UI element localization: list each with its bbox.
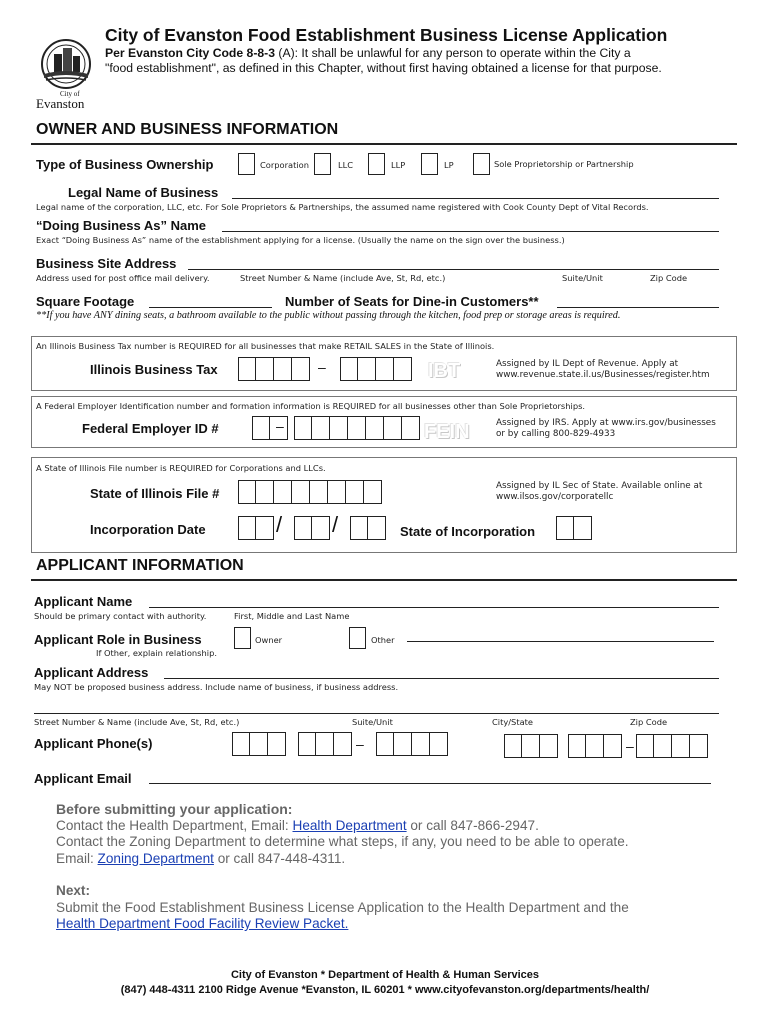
ibt-part1-cells[interactable] <box>238 357 310 381</box>
addr-street-caption: Street Number & Name (include Ave, St, Rd, etc.) <box>34 717 240 727</box>
owner-section-rule <box>31 143 737 145</box>
seats-field[interactable] <box>557 307 719 308</box>
role-other-field[interactable] <box>407 641 714 642</box>
state-info-1: Assigned by IL Sec of State. Available online at <box>496 481 703 491</box>
ibt-watermark: IBT <box>428 360 461 382</box>
applicant-email-label: Applicant Email <box>34 771 132 786</box>
applicant-section-rule <box>31 579 737 581</box>
role-other-label: Other <box>371 635 395 645</box>
legal-name-label: Legal Name of Business <box>68 185 219 200</box>
page-title: City of Evanston Food Establishment Business License Application <box>105 25 668 45</box>
inc-state-label: State of Incorporation <box>400 524 536 539</box>
ownership-corporation-label: Corporation <box>260 160 310 170</box>
health-department-link[interactable]: Health Department <box>292 817 407 833</box>
ibt-dash: – <box>318 359 326 375</box>
sqft-label: Square Footage <box>36 294 135 309</box>
logo-city-of: City of <box>60 90 80 98</box>
applicant-email-field[interactable] <box>149 783 711 784</box>
addr-city-caption: City/State <box>492 717 534 727</box>
city-logo <box>32 38 100 110</box>
fein-info <box>496 418 716 440</box>
site-address-help: Address used for post office mail delivery. <box>36 273 210 283</box>
site-address-label: Business Site Address <box>36 256 177 271</box>
inc-state-cells[interactable] <box>556 516 592 540</box>
site-street-caption: Street Number & Name (include Ave, St, Rd, etc.) <box>240 273 446 283</box>
applicant-address-label: Applicant Address <box>34 665 149 680</box>
applicant-name-caption: First, Middle and Last Name <box>234 611 350 621</box>
phone1-dash: – <box>356 736 364 752</box>
sqft-field[interactable] <box>149 307 272 308</box>
applicant-name-help: Should be primary contact with authority. <box>34 611 207 621</box>
state-note: A State of Illinois File number is REQUIRED for Corporations and LLCs. <box>36 463 326 473</box>
inc-date-month-cells[interactable] <box>238 516 274 540</box>
ownership-lp-label: LP <box>444 160 454 170</box>
phone2-area-cells[interactable] <box>504 734 558 758</box>
zoning-line-pre: Email: <box>56 850 98 866</box>
code-text-1: (A): It shall be unlawful for any person to operate within the City a <box>275 46 631 60</box>
state-info <box>496 481 702 503</box>
addr-zip-caption: Zip Code <box>630 717 668 727</box>
ibt-label: Illinois Business Tax <box>90 362 218 377</box>
ibt-info <box>496 359 710 381</box>
state-file-label: State of Illinois File # <box>90 486 220 501</box>
dba-label: “Doing Business As” Name <box>36 218 207 233</box>
site-address-field[interactable] <box>188 269 719 270</box>
before-title: Before submitting your application: <box>56 801 293 817</box>
footer-line-1: City of Evanston * Department of Health & Human Services <box>230 969 540 981</box>
ibt-part2-cells[interactable] <box>340 357 412 381</box>
inc-date-day-cells[interactable] <box>294 516 330 540</box>
ibt-info-2: www.revenue.state.il.us/Businesses/register.htm <box>496 370 710 380</box>
phone2-line-cells[interactable] <box>636 734 708 758</box>
zoning-line-post: or call 847-448-4311. <box>213 850 346 866</box>
owner-section-title: OWNER AND BUSINESS INFORMATION <box>36 121 339 138</box>
logo-evanston: Evanston <box>36 96 85 111</box>
next-line: Submit the Food Establishment Business License Application to the Health Department and the <box>56 899 629 915</box>
fein-part2-cells[interactable] <box>294 416 420 440</box>
fein-label: Federal Employer ID # <box>82 421 219 436</box>
legal-name-help: Legal name of the corporation, LLC, etc. For Sole Proprietors & Partnerships, the assumed name registered with Cook County Dept of Vital Records. <box>36 202 649 212</box>
seats-note: **If you have ANY dining seats, a bathroom available to the public without passing through the kitchen, food prep or storage areas is required. <box>36 310 621 321</box>
site-zip-caption: Zip Code <box>650 273 688 283</box>
dba-help: Exact “Doing Business As” name of the establishment applying for a license. (Usually the name on the sign over the business.) <box>36 235 565 245</box>
phone2-dash: – <box>626 738 634 754</box>
ownership-lp-checkbox[interactable] <box>421 153 438 175</box>
code-paragraph <box>105 46 662 76</box>
fein-dash: – <box>276 418 284 434</box>
addr-suite-caption: Suite/Unit <box>352 717 393 727</box>
code-text-2: "food establishment", as defined in this Chapter, without first having obtained a license for that purpose. <box>105 61 662 75</box>
inc-date-year-cells[interactable] <box>350 516 386 540</box>
zoning-department-link[interactable]: Zoning Department <box>97 850 214 866</box>
review-packet-link[interactable]: Health Department Food Facility Review Packet. <box>56 916 349 931</box>
applicant-phone-label: Applicant Phone(s) <box>34 736 153 751</box>
applicant-role-label: Applicant Role in Business <box>34 632 202 647</box>
phone2-prefix-cells[interactable] <box>568 734 622 758</box>
phone1-line-cells[interactable] <box>376 732 448 756</box>
city-seal-icon <box>32 38 100 90</box>
site-suite-caption: Suite/Unit <box>562 273 603 283</box>
inc-date-slash-2: / <box>332 512 339 537</box>
ownership-sole-label: Sole Proprietorship or Partnership <box>494 159 634 169</box>
fein-info-2: or by calling 800-829-4933 <box>496 429 616 439</box>
health-line <box>56 818 629 835</box>
ownership-llc-label: LLC <box>338 160 354 170</box>
applicant-name-label: Applicant Name <box>34 594 133 609</box>
role-other-checkbox[interactable] <box>349 627 366 649</box>
ownership-llc-checkbox[interactable] <box>314 153 331 175</box>
ownership-corporation-checkbox[interactable] <box>238 153 255 175</box>
role-owner-checkbox[interactable] <box>234 627 251 649</box>
legal-name-field[interactable] <box>232 198 719 199</box>
instructions-block <box>56 801 629 933</box>
phone1-area-cells[interactable] <box>232 732 286 756</box>
inc-date-label: Incorporation Date <box>90 522 206 537</box>
fein-watermark: FEIN <box>424 421 470 443</box>
phone1-prefix-cells[interactable] <box>298 732 352 756</box>
state-info-2: www.ilsos.gov/corporatellc <box>496 492 614 502</box>
ownership-sole-checkbox[interactable] <box>473 153 490 175</box>
health-line-post: or call 847-866-2947. <box>406 817 539 833</box>
code-ref: Per Evanston City Code 8-8-3 <box>105 46 275 60</box>
applicant-address-field[interactable] <box>164 678 719 679</box>
ownership-llp-checkbox[interactable] <box>368 153 385 175</box>
fein-info-1: Assigned by IRS. Apply at www.irs.gov/businesses <box>496 418 716 428</box>
next-title: Next: <box>56 883 90 898</box>
inc-date-slash-1: / <box>276 512 283 537</box>
applicant-role-help: If Other, explain relationship. <box>96 648 217 658</box>
health-line-pre: Contact the Health Department, Email: <box>56 817 293 833</box>
ownership-llp-label: LLP <box>391 160 406 170</box>
zoning-line: Contact the Zoning Department to determine what steps, if any, you need to be able to operate. <box>56 834 629 849</box>
footer-line-2: (847) 448-4311 2100 Ridge Avenue *Evanston, IL 60201 * www.cityofevanston.org/departments/health/ <box>120 984 650 996</box>
role-owner-label: Owner <box>255 635 283 645</box>
seats-label: Number of Seats for Dine-in Customers** <box>285 294 539 309</box>
state-file-cells[interactable] <box>238 480 382 504</box>
ownership-label: Type of Business Ownership <box>36 157 214 172</box>
zoning-email-line <box>56 851 629 868</box>
applicant-address-line2[interactable] <box>34 713 719 714</box>
ibt-info-1: Assigned by IL Dept of Revenue. Apply at <box>496 359 679 369</box>
applicant-address-help: May NOT be proposed business address. Include name of business, if business address. <box>34 682 399 692</box>
fein-note: A Federal Employer Identification number and formation information is REQUIRED for all businesses other than Sole Proprietorships. <box>36 401 586 411</box>
dba-field[interactable] <box>222 231 719 232</box>
applicant-name-field[interactable] <box>149 607 719 608</box>
applicant-section-title: APPLICANT INFORMATION <box>36 557 244 574</box>
ibt-note: An Illinois Business Tax number is REQUIRED for all businesses that make RETAIL SALES in the State of Illinois. <box>36 341 495 351</box>
